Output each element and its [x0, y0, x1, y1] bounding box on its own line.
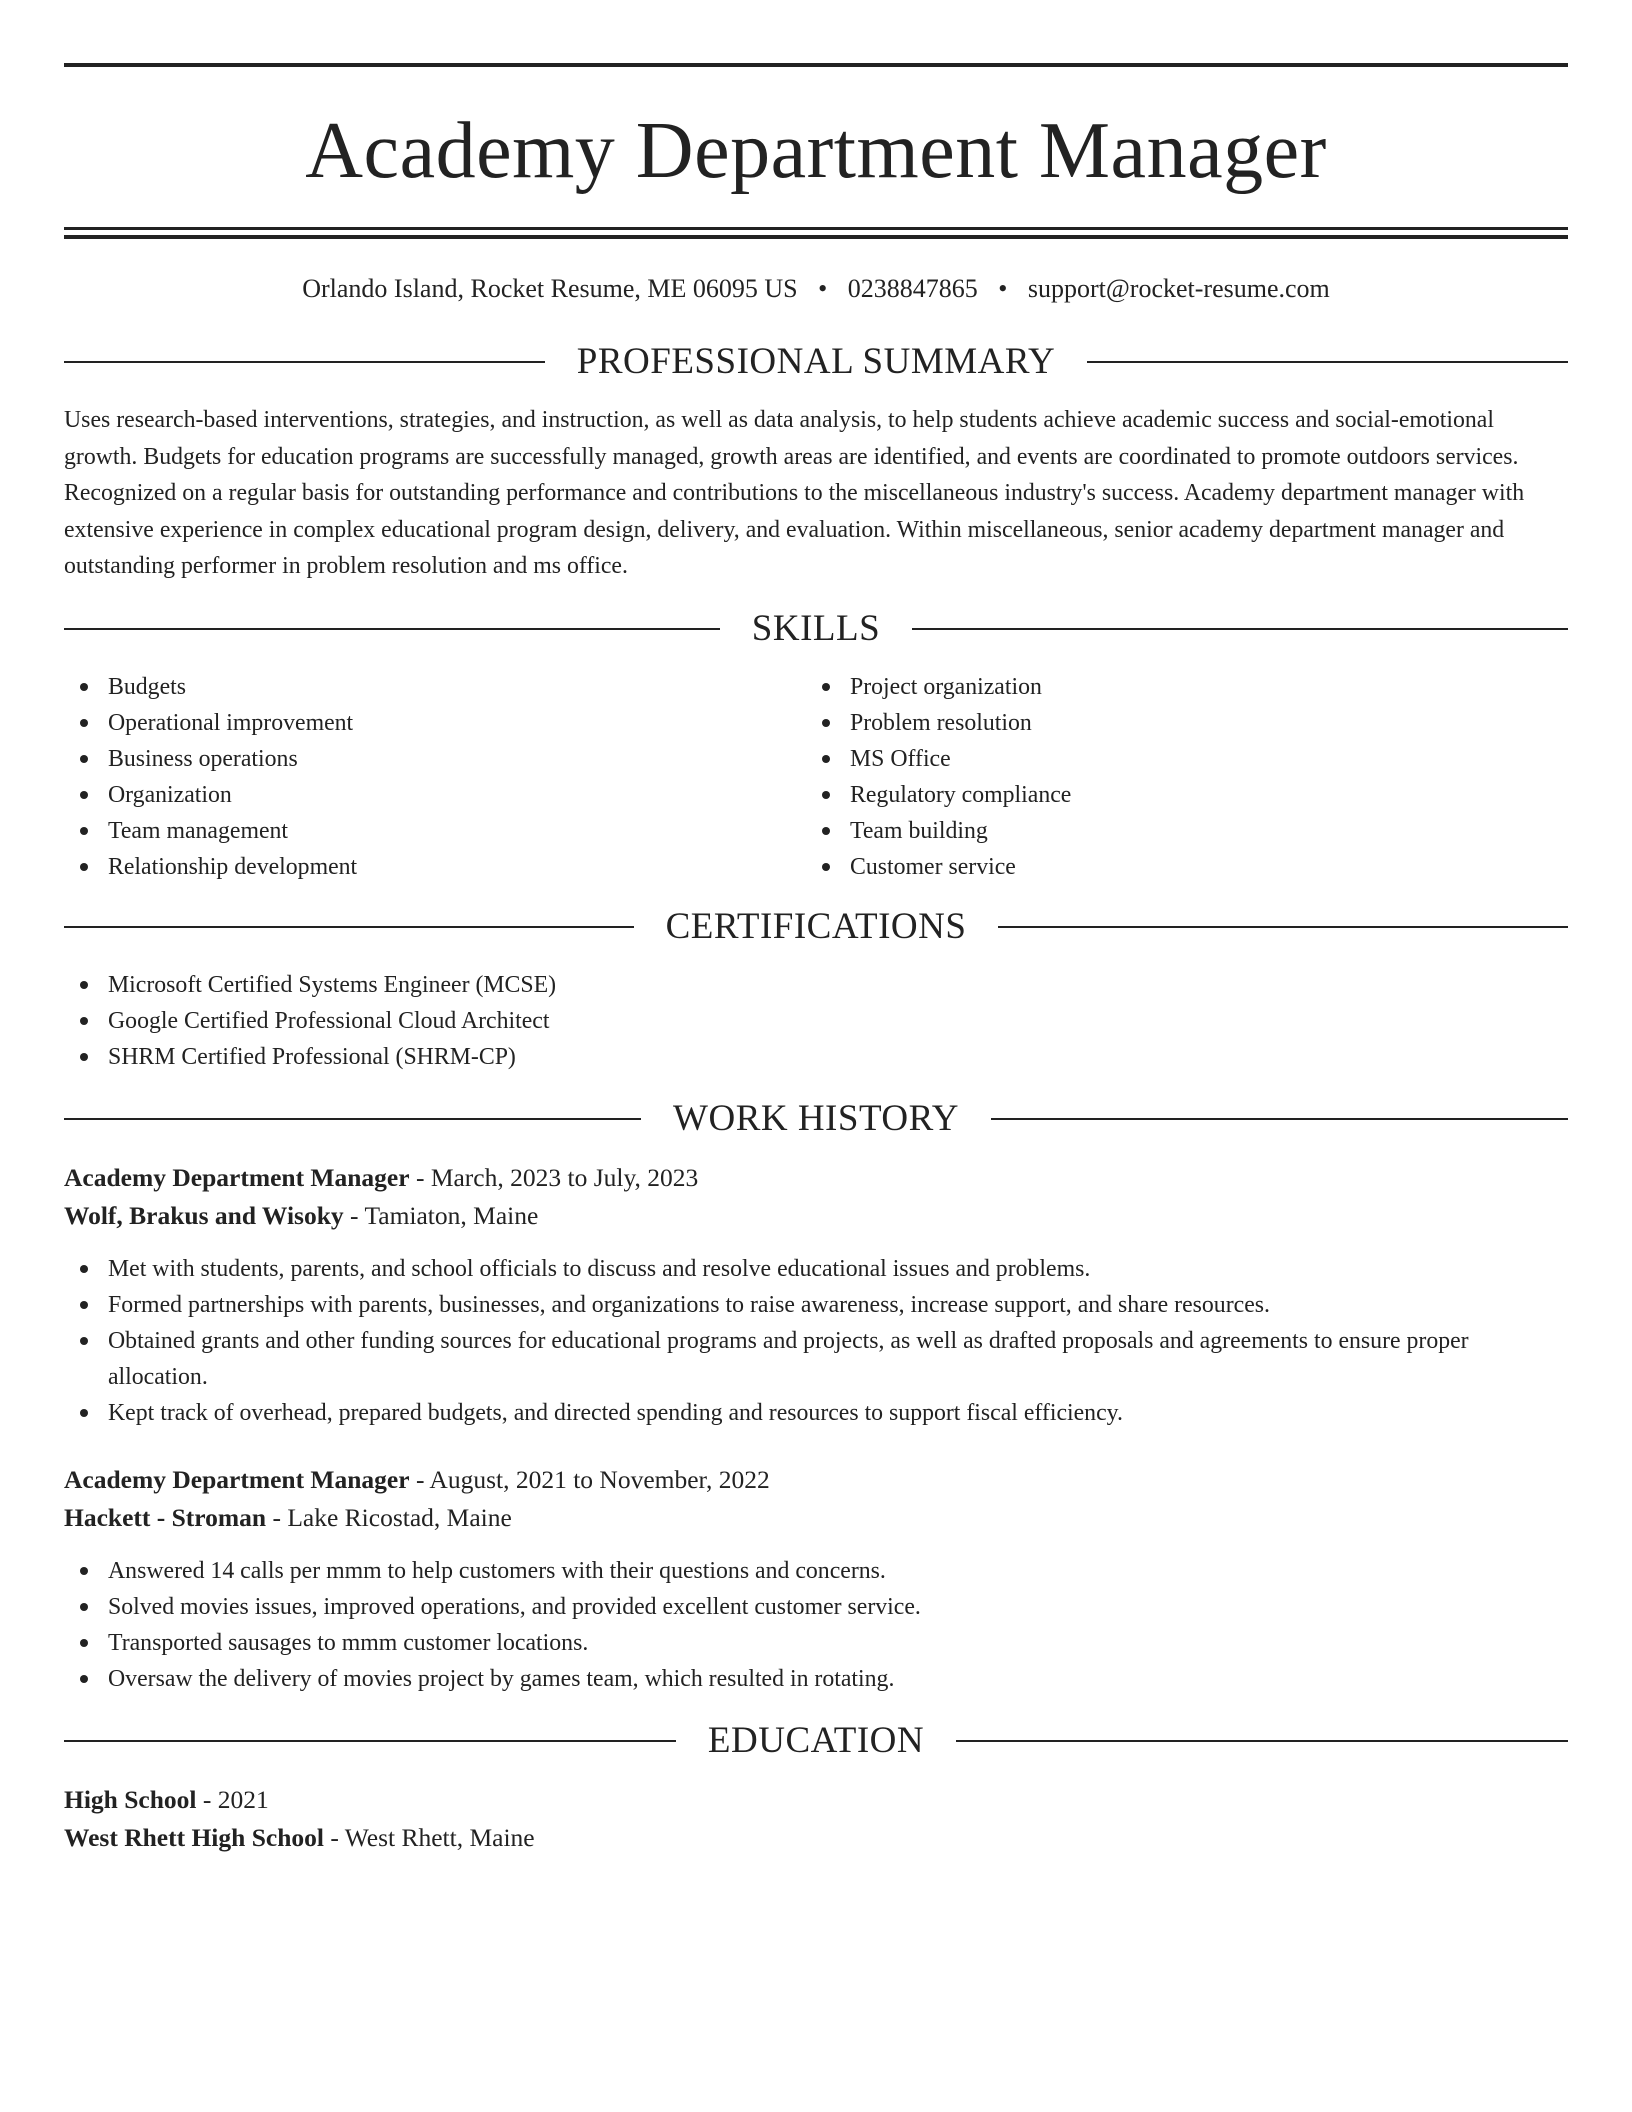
certifications-title: CERTIFICATIONS: [665, 905, 967, 947]
list-item: Answered 14 calls per mmm to help customers with their questions and concerns.: [64, 1553, 1568, 1589]
list-item: Customer service: [806, 849, 1548, 885]
summary-text: Uses research-based interventions, strategies, and instruction, as well as data analysis, to help students achieve academic success and social-emotional growth. Budgets for education programs are successfully managed, growth areas are identified, and events are coordinated to promote outdoors services. Recognized on a regular basis for outstanding performance and contributions to the miscellaneous industry's success. Academy department manager with extensive experience in complex educational program design, delivery, and evaluation. Within miscellaneous, senior academy department manager and outstanding performer in problem resolution and ms office.: [64, 407, 1525, 579]
list-item: Kept track of overhead, prepared budgets, and directed spending and resources to support fiscal efficiency.: [64, 1395, 1568, 1431]
bullet-icon: [80, 791, 88, 799]
list-item: Met with students, parents, and school officials to discuss and resolve educational issues and problems.: [64, 1251, 1568, 1287]
work-history-title: WORK HISTORY: [673, 1097, 959, 1139]
bullet-icon: [80, 1265, 88, 1273]
job-duties: [64, 1251, 1568, 1431]
job-role: Academy Department Manager: [64, 1464, 410, 1494]
contact-phone: 0238847865: [847, 274, 978, 303]
list-item: Budgets: [64, 669, 806, 705]
job-location: - Tamiaton, Maine: [343, 1200, 539, 1230]
work-history-header: [64, 1097, 1568, 1141]
skills-column-right: [806, 669, 1548, 885]
bullet-icon: [80, 1337, 88, 1345]
bullet-icon: [80, 1675, 88, 1683]
education-degree-line: [64, 1781, 1568, 1819]
list-item: Oversaw the delivery of movies project by games team, which resulted in rotating.: [64, 1661, 1568, 1697]
summary-header: [64, 340, 1568, 384]
list-item: Business operations: [64, 741, 806, 777]
bullet-icon: [80, 1603, 88, 1611]
section-rule: [991, 1118, 1568, 1120]
job-entry: [64, 1461, 1568, 1697]
bullet-icon: [80, 1567, 88, 1575]
list-item: Relationship development: [64, 849, 806, 885]
bullet-icon: [822, 827, 830, 835]
job-dates: - March, 2023 to July, 2023: [409, 1162, 699, 1192]
section-rule: [64, 361, 545, 363]
job-dates: - August, 2021 to November, 2022: [409, 1464, 770, 1494]
job-company: Hackett - Stroman: [64, 1502, 267, 1532]
list-item: Transported sausages to mmm customer locations.: [64, 1625, 1568, 1661]
education-location: - West Rhett, Maine: [323, 1822, 535, 1852]
bullet-icon: [80, 827, 88, 835]
job-role: Academy Department Manager: [64, 1162, 410, 1192]
top-rule: [64, 63, 1568, 67]
bullet-icon: [822, 791, 830, 799]
job-company-line: [64, 1499, 1568, 1537]
section-rule: [64, 1118, 641, 1120]
list-item: Team building: [806, 813, 1548, 849]
bullet-icon: [80, 863, 88, 871]
education-entry: [64, 1781, 1568, 1857]
job-company-line: [64, 1197, 1568, 1235]
list-item: Team management: [64, 813, 806, 849]
bullet-icon: [80, 683, 88, 691]
education-school: West Rhett High School: [64, 1822, 324, 1852]
bullet-icon: [80, 755, 88, 763]
skills-header: [64, 607, 1568, 651]
list-item: Regulatory compliance: [806, 777, 1548, 813]
list-item: Formed partnerships with parents, businesses, and organizations to raise awareness, increase support, and share resources.: [64, 1287, 1568, 1323]
list-item: MS Office: [806, 741, 1548, 777]
education-header: [64, 1719, 1568, 1763]
bullet-icon: [80, 1639, 88, 1647]
contact-address: Orlando Island, Rocket Resume, ME 06095 US: [302, 274, 798, 303]
education-degree: High School: [64, 1784, 197, 1814]
list-item: Microsoft Certified Systems Engineer (MCSE): [64, 967, 1568, 1003]
skills-title: SKILLS: [751, 607, 881, 649]
resume-name: Academy Department Manager: [305, 107, 1327, 195]
bullet-icon: [80, 1301, 88, 1309]
list-item: Project organization: [806, 669, 1548, 705]
contact-separator: •: [998, 274, 1008, 303]
education-title: EDUCATION: [707, 1719, 925, 1761]
section-rule: [956, 1740, 1568, 1742]
bullet-icon: [80, 1017, 88, 1025]
section-rule: [64, 926, 634, 928]
job-company: Wolf, Brakus and Wisoky: [64, 1200, 344, 1230]
section-rule: [1087, 361, 1568, 363]
job-title-line: [64, 1461, 1568, 1499]
skills-column-left: [64, 669, 806, 885]
bullet-icon: [822, 863, 830, 871]
list-item: Operational improvement: [64, 705, 806, 741]
list-item: Problem resolution: [806, 705, 1548, 741]
job-location: - Lake Ricostad, Maine: [266, 1502, 512, 1532]
bullet-icon: [822, 683, 830, 691]
bullet-icon: [822, 719, 830, 727]
bullet-icon: [80, 981, 88, 989]
contact-separator: •: [818, 274, 828, 303]
certifications-list: [64, 967, 1568, 1075]
job-duties: [64, 1553, 1568, 1697]
section-rule: [64, 628, 720, 630]
education-school-line: [64, 1819, 1568, 1857]
bullet-icon: [80, 1053, 88, 1061]
job-title-line: [64, 1159, 1568, 1197]
list-item: Solved movies issues, improved operations, and provided excellent customer service.: [64, 1589, 1568, 1625]
list-item: Obtained grants and other funding sources for educational programs and projects, as well as drafted proposals and agreements to ensure proper allocation.: [64, 1323, 1568, 1395]
bullet-icon: [80, 1409, 88, 1417]
bullet-icon: [822, 755, 830, 763]
contact-line: [64, 272, 1568, 306]
certifications-header: [64, 905, 1568, 949]
list-item: Organization: [64, 777, 806, 813]
skills-list-left: [64, 669, 806, 885]
bullet-icon: [80, 719, 88, 727]
list-item: SHRM Certified Professional (SHRM-CP): [64, 1039, 1568, 1075]
resume-page: [64, 0, 1568, 1857]
education-year: - 2021: [196, 1784, 269, 1814]
list-item: Google Certified Professional Cloud Architect: [64, 1003, 1568, 1039]
skills-list-right: [806, 669, 1548, 885]
summary-title: PROFESSIONAL SUMMARY: [576, 341, 1056, 382]
job-entry: [64, 1159, 1568, 1431]
section-rule: [64, 1740, 676, 1742]
header-double-rule: [64, 227, 1568, 239]
section-rule: [912, 628, 1568, 630]
skills-grid: [64, 669, 1568, 885]
contact-email: support@rocket-resume.com: [1027, 274, 1330, 303]
section-rule: [998, 926, 1568, 928]
